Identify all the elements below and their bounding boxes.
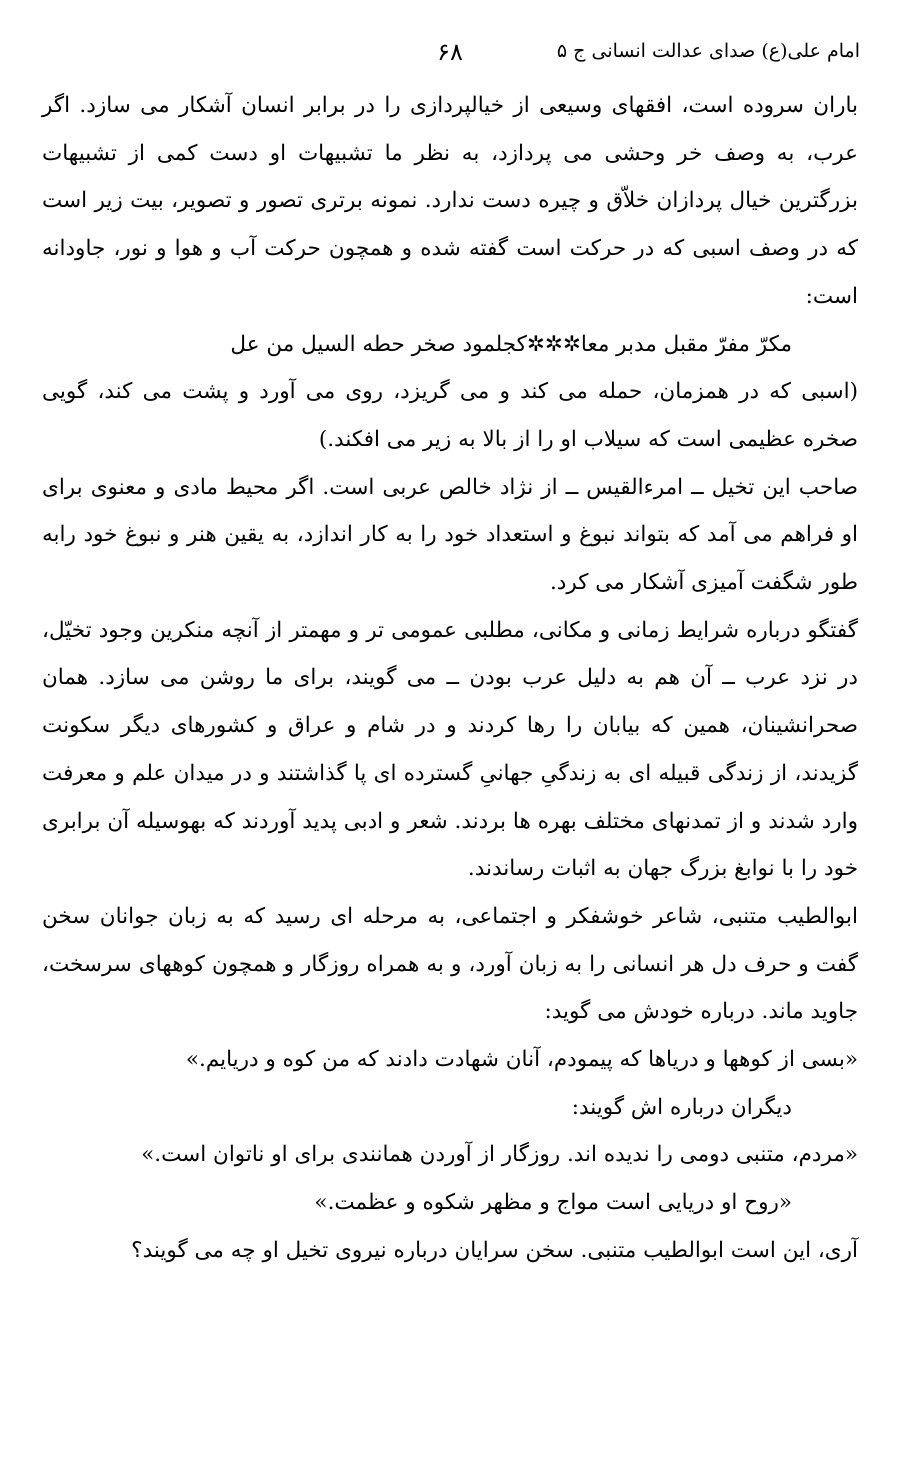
page-header bbox=[40, 38, 860, 74]
arabic-verse: مکرّ مفرّ مقبل مدبر معا✲✲✲کجلمود صخر حطه السیل من عل bbox=[230, 331, 792, 357]
quote-no-second-mutanabbi: «مردم، متنبی دومی را ندیده اند. روزگار از آوردن همانندی برای او ناتوان است.» bbox=[141, 1142, 858, 1168]
paragraph-closing-question: آری، این است ابوالطیب متنبی. سخن سرایان درباره نیروی تخیل او چه می گویند؟ bbox=[131, 1237, 858, 1263]
running-title: امام علی(ع) صدای عدالت انسانی ج ۵ bbox=[556, 40, 860, 62]
verse-translation: (اسبی که در همزمان، حمله می کند و می گریزد، روی می آورد و پشت می کند، گویی صخره عظیمی است که سیلاب او را از بالا به زیر می افکند.) bbox=[42, 379, 858, 452]
paragraph-conditions: گفتگو درباره شرایط زمانی و مکانی، مطلبی عمومی تر و مهمتر از آنچه منکرین وجود تخیّل، در نزد عرب ــ آن هم به دلیل عرب بودن ــ می گویند، برای ما روشن می سازد. همان صحرانشینان، همین که بیابان را رها کردند و در شام و عراق و کشورهای دیگر سکونت گزیدند، از زندگی قبیله ای به زندگیِ جهانیِ گسترده ای پا گذاشتند و در میدان علم و معرفت وارد شدند و از تمدنهای مختلف بهره ها بردند. شعر و ادبی پدید آوردند که بهوسیله آن برابری خود را با نوابغ بزرگ جهان به اثبات رساندند. bbox=[42, 617, 858, 882]
paragraph-intro: باران سروده است، افقهای وسیعی از خیالپردازی را در برابر انسان آشکار می سازد. اگر عرب، به وصف خر وحشی می پردازد، به نظر ما تشبیهات او دست کمی از تشبیهات بزرگترین خیال پردازان خلاّق و چیره دست ندارد. نمونه برتری تصور و تصویر، بیت زیر است که در وصف اسبی که در حرکت است گفته شده و همچون حرکت آب و هوا و نور، جاودانه است: bbox=[42, 93, 858, 309]
body-text bbox=[42, 82, 858, 1275]
paragraph-imru-al-qais: صاحب این تخیل ــ امرءالقیس ــ از نژاد خالص عربی است. اگر محیط مادی و معنوی برای او فراهم می آمد که بتواند نبوغ و استعداد خود را به کار اندازد، به یقین هنر و نبوغ خود رابه طور شگفت آمیزی آشکار می کرد. bbox=[42, 474, 858, 596]
quote-soul-sea: «روح او دریایی است مواج و مظهر شکوه و عظمت.» bbox=[314, 1190, 792, 1216]
paragraph-mutanabbi: ابوالطیب متنبی، شاعر خوشفکر و اجتماعی، به مرحله ای رسید که به زبان جوانان سخن گفت و حرف دل هر انسانی را به زبان آورد، و به همراه روزگار و همچون کوههای سرسخت، جاوید ماند. درباره خودش می گوید: bbox=[42, 903, 858, 1025]
page-number: ۶۸ bbox=[437, 38, 463, 66]
others-say-line: دیگران درباره اش گویند: bbox=[571, 1094, 792, 1120]
quote-mountains-seas: «بسی از کوهها و دریاها که پیمودم، آنان شهادت دادند که من کوه و دریایم.» bbox=[185, 1047, 858, 1073]
